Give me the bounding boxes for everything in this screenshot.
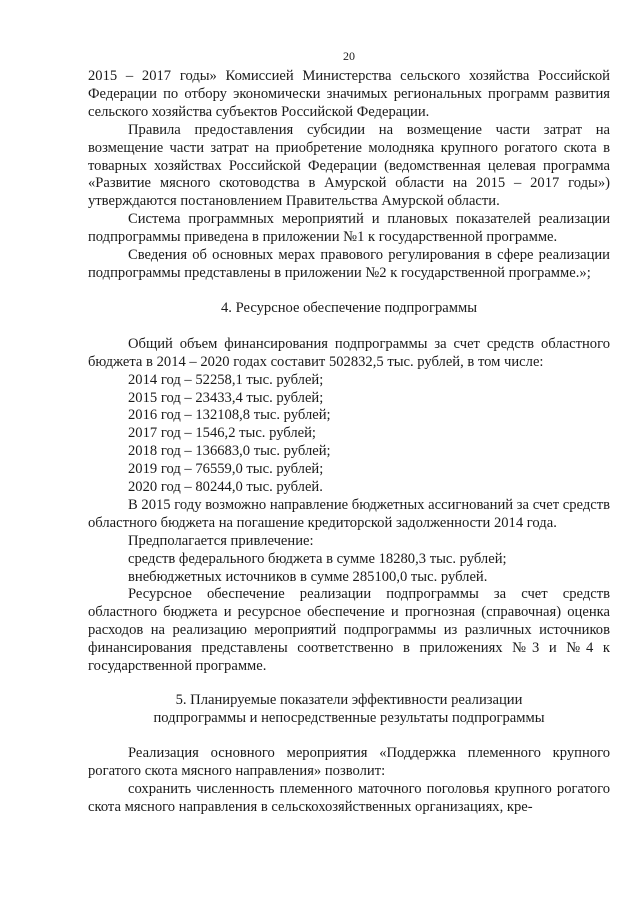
page-number: 20 [343, 49, 355, 63]
financing-intro: Общий объем финансирования подпрограммы за счет средств областного бюджета в 2014 – 2020 годах составит 502832,5 тыс. рублей, в том числе: [88, 335, 610, 370]
section-4-heading: 4. Ресурсное обеспечение подпрограммы [220, 299, 477, 316]
document-body [88, 68, 610, 816]
financing-year-item: 2016 год – 132108,8 тыс. рублей; [128, 407, 331, 424]
attraction-intro: Предполагается привлечение: [128, 532, 314, 549]
financing-year-item: 2020 год – 80244,0 тыс. рублей. [128, 479, 323, 496]
paragraph-subsidy-rules: Правила предоставления субсидии на возмещение части затрат на возмещение части затрат на приобретение молодняка крупного рогатого скота в товарных хозяйствах Российской Федерации (ведомственная целевая программа «Развитие мясного скотоводства в Амурской области на 2015 – 2017 годы») утверждаются постановлением Правительства Амурской области. [88, 121, 610, 210]
attraction-item: внебюджетных источников в сумме 285100,0 тыс. рублей. [128, 568, 488, 585]
continued-paragraph: 2015 – 2017 годы» Комиссией Министерства сельского хозяйства Российской Федерации по отбору экономически значимых региональных программ развития сельского хозяйства субъектов Российской Федерации. [88, 68, 610, 120]
financing-year-item: 2017 год – 1546,2 тыс. рублей; [128, 425, 316, 442]
debt-paragraph: В 2015 году возможно направление бюджетных ассигнований за счет средств областного бюджета на погашение кредиторской задолженности 2014 года. [88, 496, 610, 531]
paragraph-legal-regulation: Сведения об основных мерах правового регулирования в сфере реализации подпрограммы представлены в приложении №2 к государственной программе.»; [88, 247, 610, 281]
financing-year-item: 2015 год – 23433,4 тыс. рублей; [128, 389, 324, 406]
attraction-item: средств федерального бюджета в сумме 18280,3 тыс. рублей; [128, 550, 507, 567]
section-5-heading-line2: подпрограммы и непосредственные результаты подпрограммы [153, 709, 545, 726]
financing-year-item: 2019 год – 76559,0 тыс. рублей; [128, 461, 324, 478]
section-5-heading-line1: 5. Планируемые показатели эффективности реализации [175, 692, 523, 708]
section-5-heading [88, 692, 610, 728]
resource-closing-paragraph: Ресурсное обеспечение реализации подпрограммы за счет средств областного бюджета и ресурсное обеспечение и прогнозная (справочная) оценка расходов на реализацию мероприятий подпрограммы из различных источников финансирования представлены соответственно в приложениях №3 и №4 к государственной программе. [88, 586, 610, 675]
financing-year-item: 2014 год – 52258,1 тыс. рублей; [128, 371, 324, 388]
document-page [88, 0, 610, 905]
section-5-intro: Реализация основного мероприятия «Поддержка племенного крупного рогатого скота мясного направления» позволит: [88, 744, 610, 779]
section-5-item: сохранить численность племенного маточного поголовья крупного рогатого скота мясного направления в сельскохозяйственных организациях, кре- [88, 780, 610, 815]
paragraph-program-system: Система программных мероприятий и плановых показателей реализации подпрограммы приведена в приложении №1 к государственной программе. [88, 211, 610, 246]
financing-year-item: 2018 год – 136683,0 тыс. рублей; [128, 443, 331, 460]
